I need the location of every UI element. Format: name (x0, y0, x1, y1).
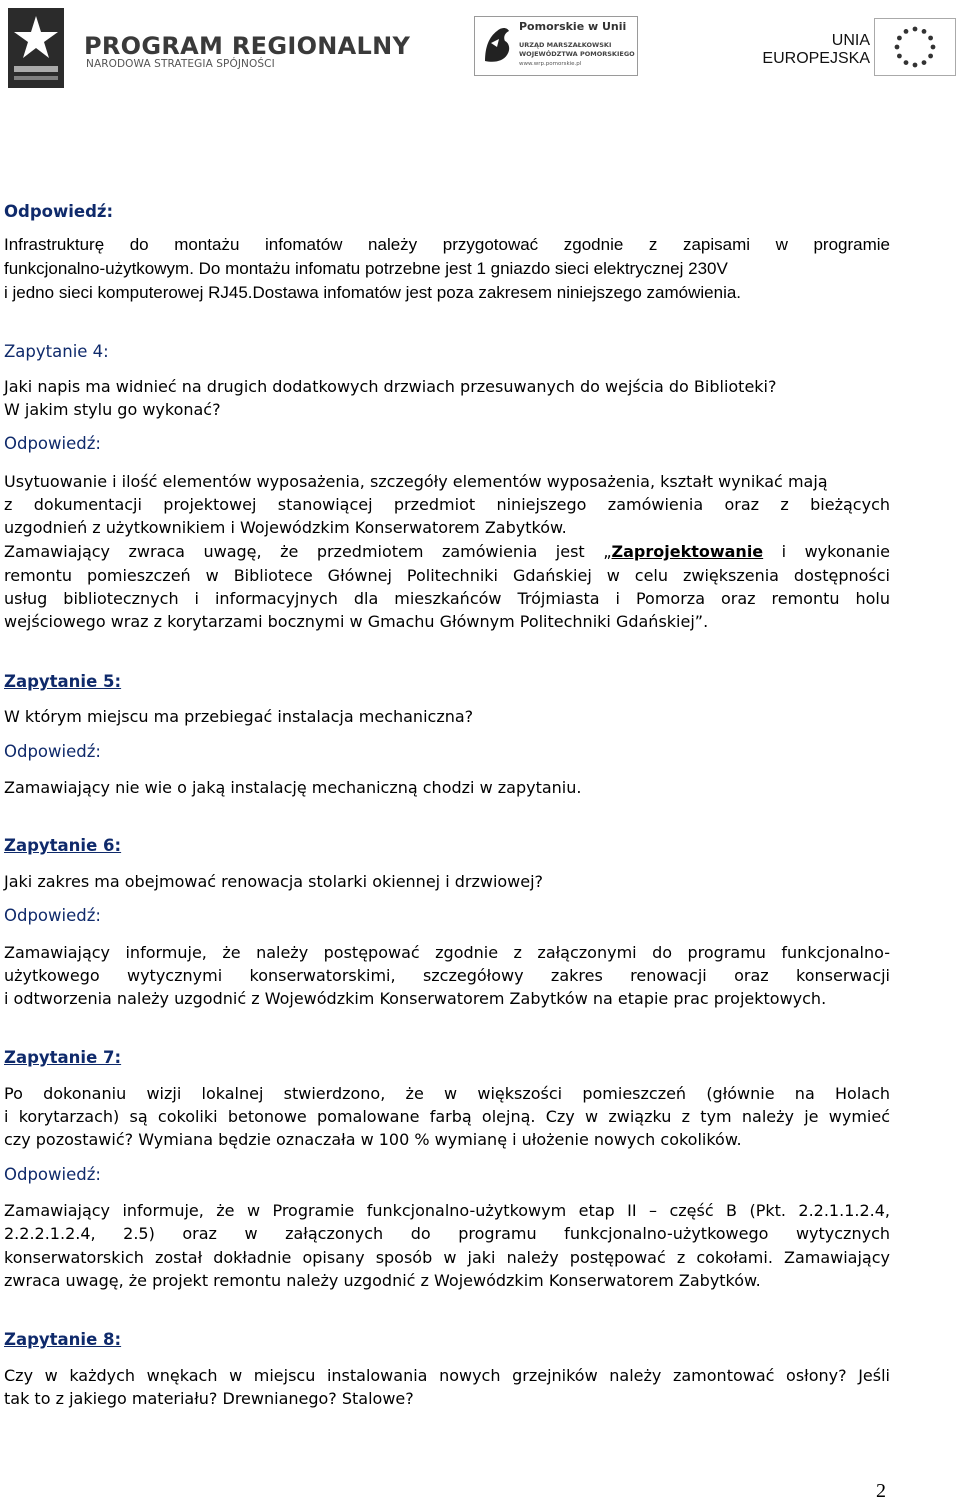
paragraph-line: Zamawiający informuje, że należy postępować zgodnie z załączonymi do programu funkcjonalno- (4, 943, 890, 962)
paragraph-line: usług bibliotecznych i informacyjnych dla mieszkańców Trójmiasta i Pomorza oraz remontu holu (4, 589, 890, 608)
paragraph-line: W którym miejscu ma przebiegać instalacja mechaniczna? (4, 707, 474, 726)
paragraph-line: Zamawiający nie wie o jaką instalację mechaniczną chodzi w zapytaniu. (4, 778, 582, 797)
eu-line2: EUROPEJSKA (762, 50, 870, 67)
emphasized-text: Zaprojektowanie (611, 542, 764, 561)
paragraph-line: i jedno sieci komputerowej RJ45.Dostawa infomatów jest poza zakresem niniejszego zamówienia. (4, 283, 742, 302)
paragraph-line: funkcjonalno-użytkowym. Do montażu infomatu potrzebne jest 1 gniazdo sieci elektrycznej 230V (4, 259, 728, 278)
paragraph-line (4, 540, 890, 564)
paragraph-line: Infrastrukturę do montażu infomatów należy przygotować zgodnie z zapisami w programie (4, 235, 890, 254)
eu-logo (760, 18, 956, 74)
paragraph-line: Jaki napis ma widnieć na drugich dodatkowych drzwiach przesuwanych do wejścia do Biblioteki? (4, 377, 777, 396)
paragraph-line: wejściowego wraz z korytarzami bocznymi w Gmachu Głównym Politechniki Gdańskiej”. (4, 612, 709, 631)
paragraph-line: Usytuowanie i ilość elementów wyposażenia, szczegóły elementów wyposażenia, kształt wynikać mają (4, 472, 828, 491)
program-subtitle: NARODOWA STRATEGIA SPÓJNOŚCI (86, 58, 275, 70)
question-label: Zapytanie 7: (4, 1048, 122, 1067)
pomorskie-title: Pomorskie w Unii (519, 20, 627, 33)
paragraph-line: uzgodnień z użytkownikiem i Wojewódzkim Konserwatorem Zabytków. (4, 518, 567, 537)
pomorskie-line2: WOJEWÓDZTWA POMORSKIEGO (519, 50, 635, 58)
program-regionalny-logo (4, 2, 411, 90)
paragraph-line: Czy w każdych wnękach w miejscu instalowania nowych grzejników należy zamontować osłony? Jeśli (4, 1366, 890, 1385)
paragraph-line: W jakim stylu go wykonać? (4, 400, 221, 419)
text-segment: Zamawiający zwraca uwagę, że przedmiotem zamówienia jest „ (4, 542, 612, 561)
paragraph-line: konserwatorskich został dokładnie opisany sposób w jaki należy postępować z cokołami. Zamawiający (4, 1248, 890, 1267)
paragraph-line: użytkowego wytycznymi konserwatorskimi, szczegółowy zakres renowacji oraz konserwacji (4, 966, 890, 985)
paragraph-line: Po dokonaniu wizji lokalnej stwierdzono, że w większości pomieszczeń (głównie na Holach (4, 1084, 890, 1103)
paragraph-line: 2.2.2.1.2.4, 2.5) oraz w załączonych do programu funkcjonalno-użytkowego wytycznych (4, 1224, 890, 1243)
answer-label: Odpowiedź: (4, 742, 101, 761)
question-label: Zapytanie 8: (4, 1330, 122, 1349)
program-title: PROGRAM REGIONALNY (84, 32, 411, 60)
star-logo-icon (8, 8, 68, 88)
griffin-icon (479, 21, 515, 69)
eu-line1: UNIA (831, 32, 870, 49)
eu-flag-icon (874, 18, 956, 76)
paragraph-line: z dokumentacji projektowej stanowiącej przedmiot niniejszego zamówienia oraz z bieżących (4, 495, 890, 514)
answer-label: Odpowiedź: (4, 906, 101, 925)
text-segment: i wykonanie (763, 542, 891, 561)
paragraph-line: i korytarzach) są cokoliki betonowe pomalowane farbą olejną. Czy w związku z tym należy je wymieć (4, 1107, 890, 1126)
answer-label: Odpowiedź: (4, 1165, 101, 1184)
answer-label: Odpowiedź: (4, 202, 114, 221)
paragraph-line: Jaki zakres ma obejmować renowacja stolarki okiennej i drzwiowej? (4, 872, 544, 891)
paragraph-line: zwraca uwagę, że projekt remontu należy uzgodnić z Wojewódzkim Konserwatorem Zabytków. (4, 1271, 761, 1290)
paragraph-line: i odtworzenia należy uzgodnić z Wojewódzkim Konserwatorem Zabytków na etapie prac projektowych. (4, 989, 827, 1008)
page-header (0, 0, 960, 92)
paragraph-line: Zamawiający informuje, że w Programie funkcjonalno-użytkowym etap II – część B (Pkt. 2.2.1.1.2.4, (4, 1201, 890, 1220)
question-label: Zapytanie 6: (4, 836, 122, 855)
pomorskie-logo (474, 16, 638, 76)
answer-label: Odpowiedź: (4, 434, 101, 453)
question-label: Zapytanie 5: (4, 672, 122, 691)
question-label: Zapytanie 4: (4, 342, 109, 361)
paragraph-line: remontu pomieszczeń w Bibliotece Głównej Politechniki Gdańskiej w celu zwiększenia dostępności (4, 566, 890, 585)
paragraph-line: tak to z jakiego materiału? Drewnianego? Stalowe? (4, 1389, 414, 1408)
pomorskie-url: www.wrp.pomorskie.pl (519, 61, 582, 67)
paragraph-line: czy pozostawić? Wymiana będzie oznaczała w 100 % wymianę i ułożenie nowych cokolików. (4, 1130, 742, 1149)
pomorskie-line1: URZĄD MARSZAŁKOWSKI (519, 41, 612, 49)
page-number: 2 (876, 1480, 886, 1502)
